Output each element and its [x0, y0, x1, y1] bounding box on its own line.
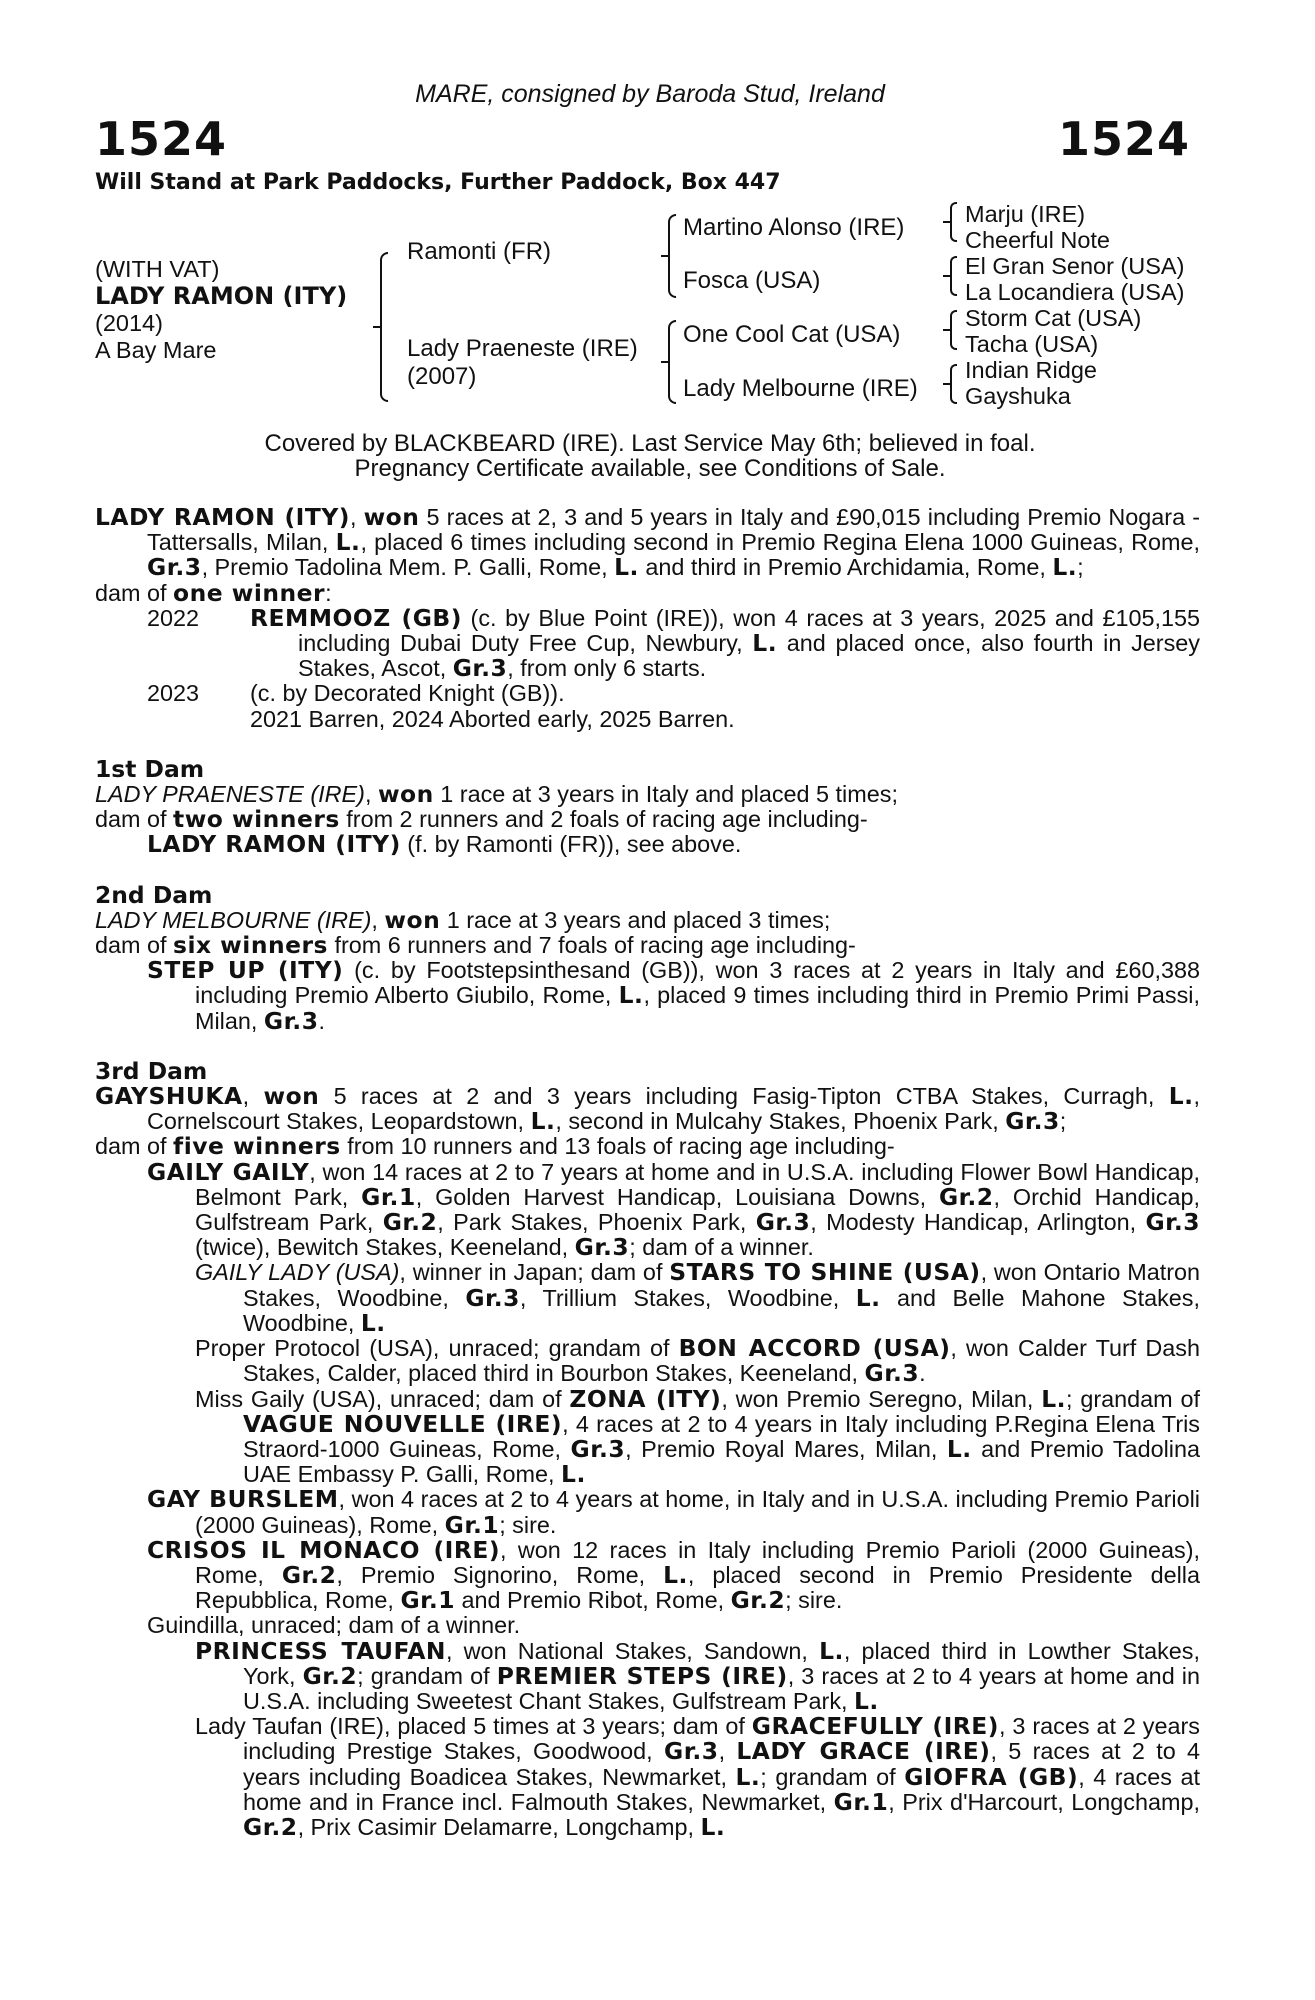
first-dam-produce: dam of two winners from 2 runners and 2 foals of racing age including- [95, 805, 868, 834]
pedigree-sire-dam: Fosca (USA) [683, 267, 821, 294]
horse-description: A Bay Mare [95, 337, 217, 363]
produce-barren: 2021 Barren, 2024 Aborted early, 2025 Barren. [250, 705, 735, 732]
second-dam-record: LADY MELBOURNE (IRE), won 1 race at 3 years and placed 3 times; [95, 905, 831, 934]
gen3-name: Cheerful Note [965, 227, 1110, 253]
brace-gen3-1 [950, 202, 957, 242]
first-dam-record: LADY PRAENESTE (IRE), won 1 race at 3 years in Italy and placed 5 times; [95, 780, 898, 809]
proper-protocol: Proper Protocol (USA), unraced; grandam of BON ACCORD (USA), won Calder Turf Dash Stakes, Calder, placed third in Bourbon Stakes, Keeneland, Gr.3. [195, 1334, 1200, 1388]
horse-record: LADY RAMON (ITY), won 5 races at 2, 3 and 5 years in Italy and £90,015 including Premio Nogara - Tattersalls, Milan, L., placed 6 times including second in Premio Regina Elena 1000 Guineas, Rome, Gr.3, Premio Tadolina Mem. P. Galli, Rome, L. and third in Premio Archidamia, Rome, L.; [95, 503, 1200, 582]
first-dam-winner: LADY RAMON (ITY) (f. by Ramonti (FR)), see above. [147, 830, 742, 859]
vat-label: (WITH VAT) [95, 256, 220, 282]
pedigree-gen3 [965, 201, 1184, 409]
gen3-name: Indian Ridge [965, 357, 1097, 383]
gen3-name: El Gran Senor (USA) [965, 253, 1185, 279]
lady-taufan: Lady Taufan (IRE), placed 5 times at 3 years; dam of GRACEFULLY (IRE), 3 races at 2 years including Prestige Stakes, Goodwood, Gr.3, LADY GRACE (IRE), 5 races at 2 to 4 years including Boadicea Stakes, Newmarket, L.; grandam of GIOFRA (GB), 4 races at home and in France incl. Falmouth Stakes, Newmarket, Gr.1, Prix d'Harcourt, Longchamp, Gr.2, Prix Casimir Delamarre, Longchamp, L. [195, 1712, 1201, 1841]
gen3-name: La Locandiera (USA) [965, 279, 1185, 305]
miss-gaily: Miss Gaily (USA), unraced; dam of ZONA (ITY), won Premio Seregno, Milan, L.; grandam of VAGUE NOUVELLE (IRE), 4 races at 2 to 4 years in Italy including P.Regina Elena Tris Straord-1000 Guineas, Rome, Gr.3, Premio Royal Mares, Milan, L. and Premio Tadolina UAE Embassy P. Galli, Rome, L. [195, 1384, 1200, 1489]
pregnancy-line: Pregnancy Certificate available, see Conditions of Sale. [354, 455, 946, 482]
produce-2022: 2022 REMMOOZ (GB) (c. by Blue Point (IRE)), won 4 races at 3 years, 2025 and £105,155 including Dubai Duty Free Cup, Newbury, L. and placed once, also fourth in Jersey Stakes, Ascot, Gr.3, from only 6 starts. [147, 603, 1201, 683]
princess-taufan: PRINCESS TAUFAN, won National Stakes, Sandown, L., placed third in Lowther Stakes, York, Gr.2; grandam of PREMIER STEPS (IRE), 3 races at 2 to 4 years at home and in U.S.A. including Sweetest Chant Stakes, Gulfstream Park, L. [195, 1636, 1201, 1715]
covered-line: Covered by BLACKBEARD (IRE). Last Service May 6th; believed in foal. [264, 430, 1036, 457]
brace-sire [668, 214, 676, 298]
gen3-name: Storm Cat (USA) [965, 305, 1142, 331]
brace-sire-dam [380, 252, 388, 402]
guindilla: Guindilla, unraced; dam of a winner. [147, 1612, 521, 1639]
produce-2023: 2023 (c. by Decorated Knight (GB)). [147, 680, 565, 707]
heading-2nd-dam: 2nd Dam [95, 880, 213, 909]
location-line: Will Stand at Park Paddocks, Further Paddock, Box 447 [95, 170, 781, 195]
brace-gen3-4 [950, 364, 957, 404]
gen3-name: Tacha (USA) [965, 331, 1099, 357]
crisos-il-monaco: CRISOS IL MONACO (IRE), won 12 races in Italy including Premio Parioli (2000 Guineas), Rome, Gr.2, Premio Signorino, Rome, L., placed second in Premio Presidente della Repubblica, Rome, Gr.1 and Premio Ribot, Rome, Gr.2; sire. [147, 1535, 1200, 1615]
third-dam-record: GAYSHUKA, won 5 races at 2 and 3 years including Fasig-Tipton CTBA Stakes, Curragh, L., Cornelscourt Stakes, Leopardstown, L., second in Mulcahy Stakes, Phoenix Park, Gr.3; [95, 1082, 1201, 1136]
lot-number-left: 1524 [95, 112, 228, 166]
pedigree-sire: Ramonti (FR) [407, 238, 552, 265]
pedigree-dam-sire: One Cool Cat (USA) [683, 321, 901, 348]
consignment-line: MARE, consigned by Baroda Stud, Ireland [415, 80, 885, 108]
pedigree-dam: Lady Praeneste (IRE) [407, 335, 638, 362]
lot-number-right: 1524 [1057, 112, 1190, 166]
brace-gen3-2 [950, 256, 957, 296]
brace-dam [668, 320, 676, 404]
produce-record [95, 505, 1200, 1840]
heading-1st-dam: 1st Dam [95, 754, 205, 783]
dam-of-line: dam of one winner: [95, 578, 332, 607]
horse-year: (2014) [95, 310, 163, 336]
pedigree-dam-dam: Lady Melbourne (IRE) [683, 375, 918, 402]
horse-name: LADY RAMON (ITY) [95, 282, 348, 310]
pedigree-dam-block [407, 335, 638, 391]
gaily-lady: GAILY LADY (USA), winner in Japan; dam of STARS TO SHINE (USA), won Ontario Matron Stakes, Woodbine, Gr.3, Trillium Stakes, Woodbine, L. and Belle Mahone Stakes, Woodbine, L. [195, 1258, 1201, 1337]
gay-burslem: GAY BURSLEM, won 4 races at 2 to 4 years at home, in Italy and in U.S.A. including Premio Parioli (2000 Guineas), Rome, Gr.1; sire. [147, 1485, 1200, 1539]
heading-3rd-dam: 3rd Dam [95, 1056, 208, 1085]
second-dam-produce: dam of six winners from 6 runners and 7 foals of racing age including- [95, 931, 856, 960]
gen3-name: Gayshuka [965, 383, 1071, 409]
brace-gen3-3 [950, 310, 957, 350]
gaily-gaily: GAILY GAILY, won 14 races at 2 to 7 years at home and in U.S.A. including Flower Bowl Handicap, Belmont Park, Gr.1, Golden Harvest Handicap, Louisiana Downs, Gr.2, Orchid Handicap, Gulfstream Park, Gr.2, Park Stakes, Phoenix Park, Gr.3, Modesty Handicap, Arlington, Gr.3 (twice), Bewitch Stakes, Keeneland, Gr.3; dam of a winner. [147, 1157, 1201, 1262]
second-dam-winner: STEP UP (ITY) (c. by Footstepsinthesand (GB)), won 3 races at 2 years in Italy and £60,388 including Premio Alberto Giubilo, Rome, L., placed 9 times including third in Premio Primi Passi, Milan, Gr.3. [147, 956, 1201, 1035]
horse-identity [95, 256, 347, 364]
gen3-name: Marju (IRE) [965, 201, 1086, 227]
pedigree-dam-year: (2007) [407, 363, 477, 390]
pedigree-sire-sire: Martino Alonso (IRE) [683, 214, 905, 241]
third-dam-produce: dam of five winners from 10 runners and 13 foals of racing age including- [95, 1132, 895, 1161]
